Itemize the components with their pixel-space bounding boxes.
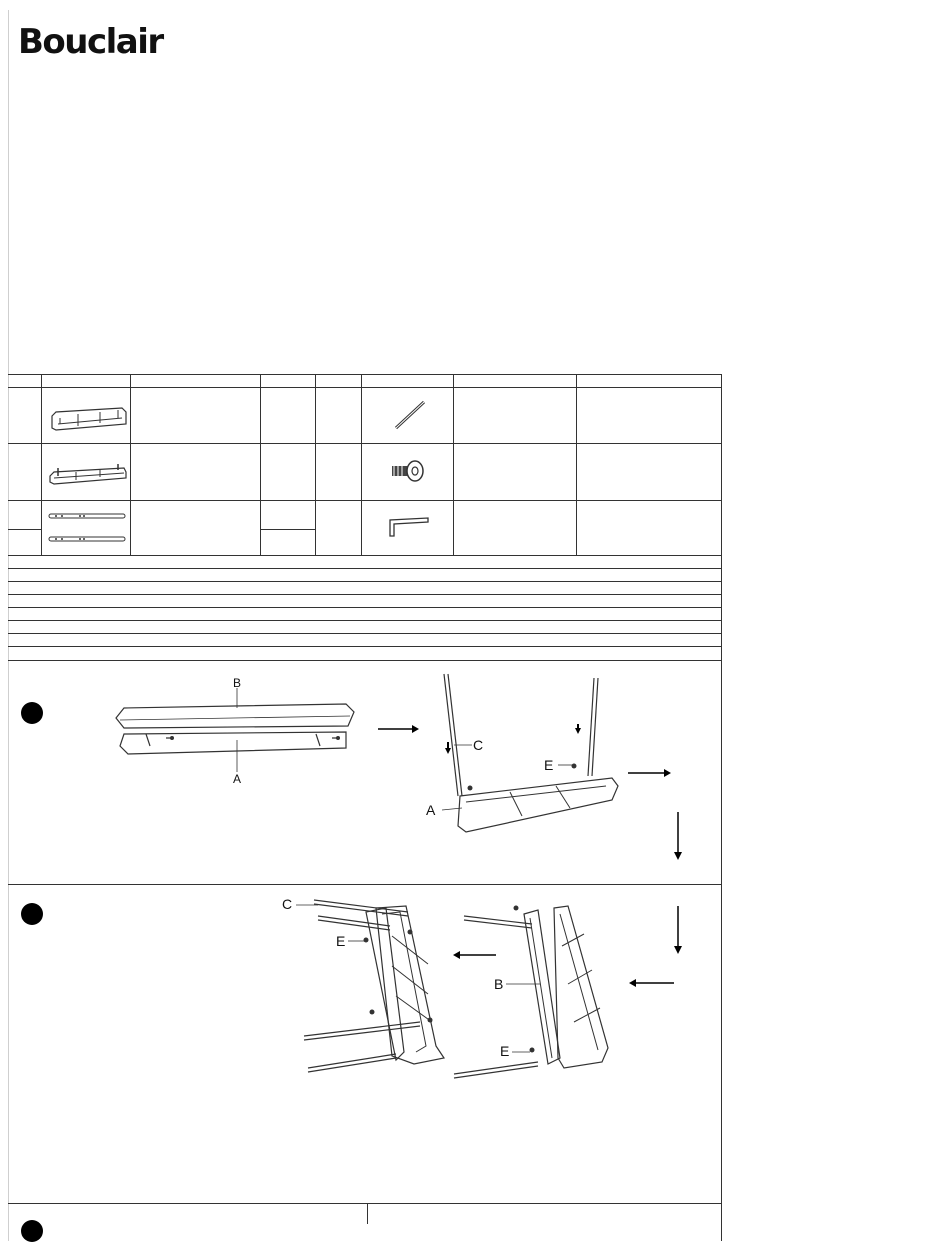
- step2-leader-e: [348, 938, 366, 944]
- step2-label-c: C: [282, 896, 293, 912]
- step2-label-b: B: [494, 976, 504, 992]
- table-col-rule: [130, 374, 131, 555]
- step2-leader-c: [296, 902, 320, 908]
- step1-leader-b: [234, 688, 240, 708]
- notes-rule: [8, 581, 721, 582]
- table-header-rule: [8, 387, 721, 388]
- step2-right-assembly-diagram: [452, 898, 612, 1082]
- step-2-badge: [21, 903, 43, 925]
- table-row-rule: [8, 500, 721, 501]
- step-section-rule: [8, 884, 721, 885]
- step2-label-e-top: E: [336, 933, 346, 949]
- step2-arrow-down: [673, 906, 683, 956]
- rod-icon: [392, 398, 428, 432]
- step-3-badge: [21, 1220, 43, 1242]
- brand-logo: Bouclair: [18, 22, 163, 62]
- notes-rule: [8, 646, 721, 647]
- step-section-rule: [8, 1203, 721, 1204]
- step1-arrow-down: [673, 812, 683, 862]
- table-col-rule: [576, 374, 577, 555]
- table-top-frame-icon: [48, 458, 128, 488]
- step2-arrow-left-2: [628, 978, 674, 988]
- table-col-rule: [41, 374, 42, 555]
- step1-label-b: B: [233, 676, 242, 690]
- notes-rule: [8, 607, 721, 608]
- table-row-rule: [8, 443, 721, 444]
- step1-label-e: E: [544, 757, 554, 773]
- step1-arrow-right-2: [628, 768, 672, 778]
- step2-left-assembly-diagram: [300, 896, 460, 1078]
- step1-label-frame-a: A: [426, 802, 436, 818]
- table-top-frame-icon: [48, 400, 128, 434]
- table-subrow-rule: [8, 529, 41, 530]
- table-col-rule: [260, 374, 261, 555]
- table-col-rule: [361, 374, 362, 555]
- step-section-rule: [8, 660, 721, 661]
- step1-label-c: C: [473, 737, 484, 753]
- allen-key-icon: [388, 516, 430, 538]
- step1-legs-insert-diagram: [436, 668, 632, 840]
- table-subrow-rule: [260, 529, 315, 530]
- step2-label-e-bottom: E: [500, 1043, 510, 1059]
- table-row-rule: [8, 555, 721, 556]
- step3-divider: [367, 1203, 368, 1224]
- step1-arrow-right: [378, 724, 420, 734]
- step2-leader-e-bottom: [512, 1049, 532, 1055]
- table-col-rule: [453, 374, 454, 555]
- table-col-rule: [315, 374, 316, 555]
- step2-leader-b: [506, 981, 542, 987]
- step-1-badge: [21, 702, 43, 724]
- step1-leader-a: [234, 740, 240, 774]
- notes-rule: [8, 620, 721, 621]
- table-top-rule: [8, 374, 721, 375]
- leg-tube-icon: [48, 512, 126, 520]
- bolt-icon: [390, 458, 428, 484]
- step1-label-a: A: [233, 772, 242, 786]
- notes-rule: [8, 568, 721, 569]
- notes-rule: [8, 633, 721, 634]
- leg-tube-icon: [48, 535, 126, 543]
- notes-rule: [8, 594, 721, 595]
